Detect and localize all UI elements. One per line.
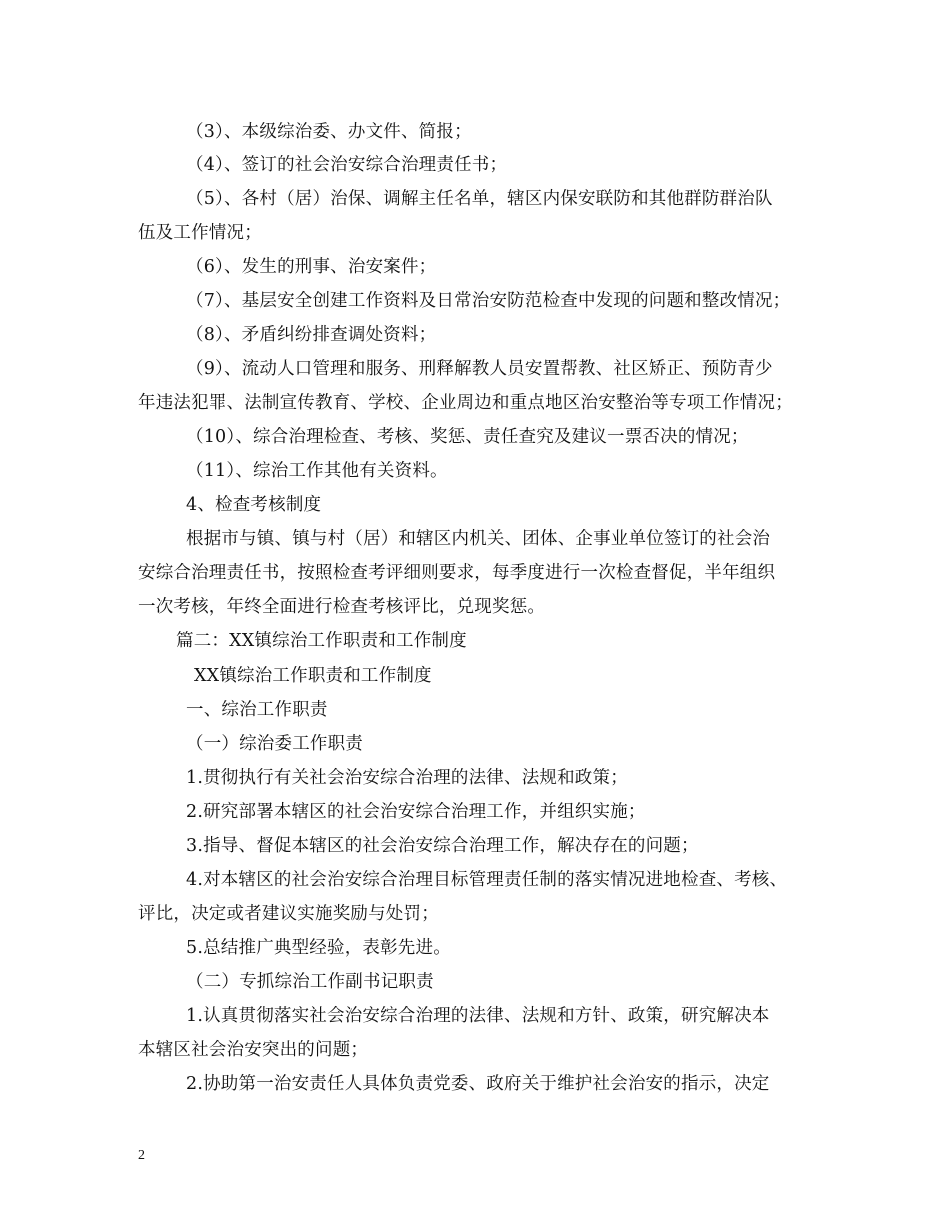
text-line: （9）、流动人口管理和服务、刑释解教人员安置帮教、社区矫正、预防青少 [186,359,773,379]
text-line: （4）、签订的社会治安综合治理责任书； [186,155,508,175]
text-line: （3）、本级综治委、办文件、简报； [186,122,472,142]
text-line: （7）、基层安全创建工作资料及日常治安防范检查中发现的问题和整改情况； [186,291,791,311]
text-line: 1.贯彻执行有关社会治安综合治理的法律、法规和政策； [186,768,628,788]
text-line: 本辖区社会治安突出的问题； [138,1040,369,1060]
text-line: 安综合治理责任书，按照检查考评细则要求，每季度进行一次检查督促，半年组织 [138,563,776,583]
text-line: 2.研究部署本辖区的社会治安综合治理工作，并组织实施； [186,802,646,822]
section-heading: 一、综治工作职责 [186,700,328,720]
text-line: （6）、发生的刑事、治安案件； [186,257,437,277]
text-line: 年违法犯罪、法制宣传教育、学校、企业周边和重点地区治安整治等专项工作情况； [138,393,793,413]
text-line: 评比，决定或者建议实施奖励与处罚； [138,904,439,924]
text-line: （11）、综治工作其他有关资料。 [186,461,448,481]
text-line: 根据市与镇、镇与村（居）和辖区内机关、团体、企事业单位签订的社会治 [186,529,771,549]
text-line: 伍及工作情况； [138,223,262,243]
text-line: 5.总结推广典型经验，表彰先进。 [186,938,451,958]
section-heading: 4、检查考核制度 [186,495,322,515]
chapter-heading: 篇二：XX镇综治工作职责和工作制度 [176,631,467,651]
subsection-heading: （一）综治委工作职责 [186,734,363,754]
document-title: XX镇综治工作职责和工作制度 [194,666,432,686]
subsection-heading: （二）专抓综治工作副书记职责 [186,972,434,992]
text-line: 1.认真贯彻落实社会治安综合治理的法律、法规和方针、政策，研究解决本 [186,1006,770,1026]
text-line: 4.对本辖区的社会治安综合治理目标管理责任制的落实情况进地检查、考核、 [186,870,788,890]
text-line: （10）、综合治理检查、考核、奖惩、责任查究及建议一票否决的情况； [186,427,749,447]
text-line: （5）、各村（居）治保、调解主任名单，辖区内保安联防和其他群防群治队 [186,189,773,209]
text-line: 2.协助第一治安责任人具体负责党委、政府关于维护社会治安的指示，决定 [186,1074,770,1094]
text-line: 一次考核，年终全面进行检查考核评比，兑现奖惩。 [138,597,546,617]
text-line: 3.指导、督促本辖区的社会治安综合治理工作，解决存在的问题； [186,836,699,856]
page-number: 2 [138,1148,145,1163]
text-line: （8）、矛盾纠纷排查调处资料； [186,325,437,345]
